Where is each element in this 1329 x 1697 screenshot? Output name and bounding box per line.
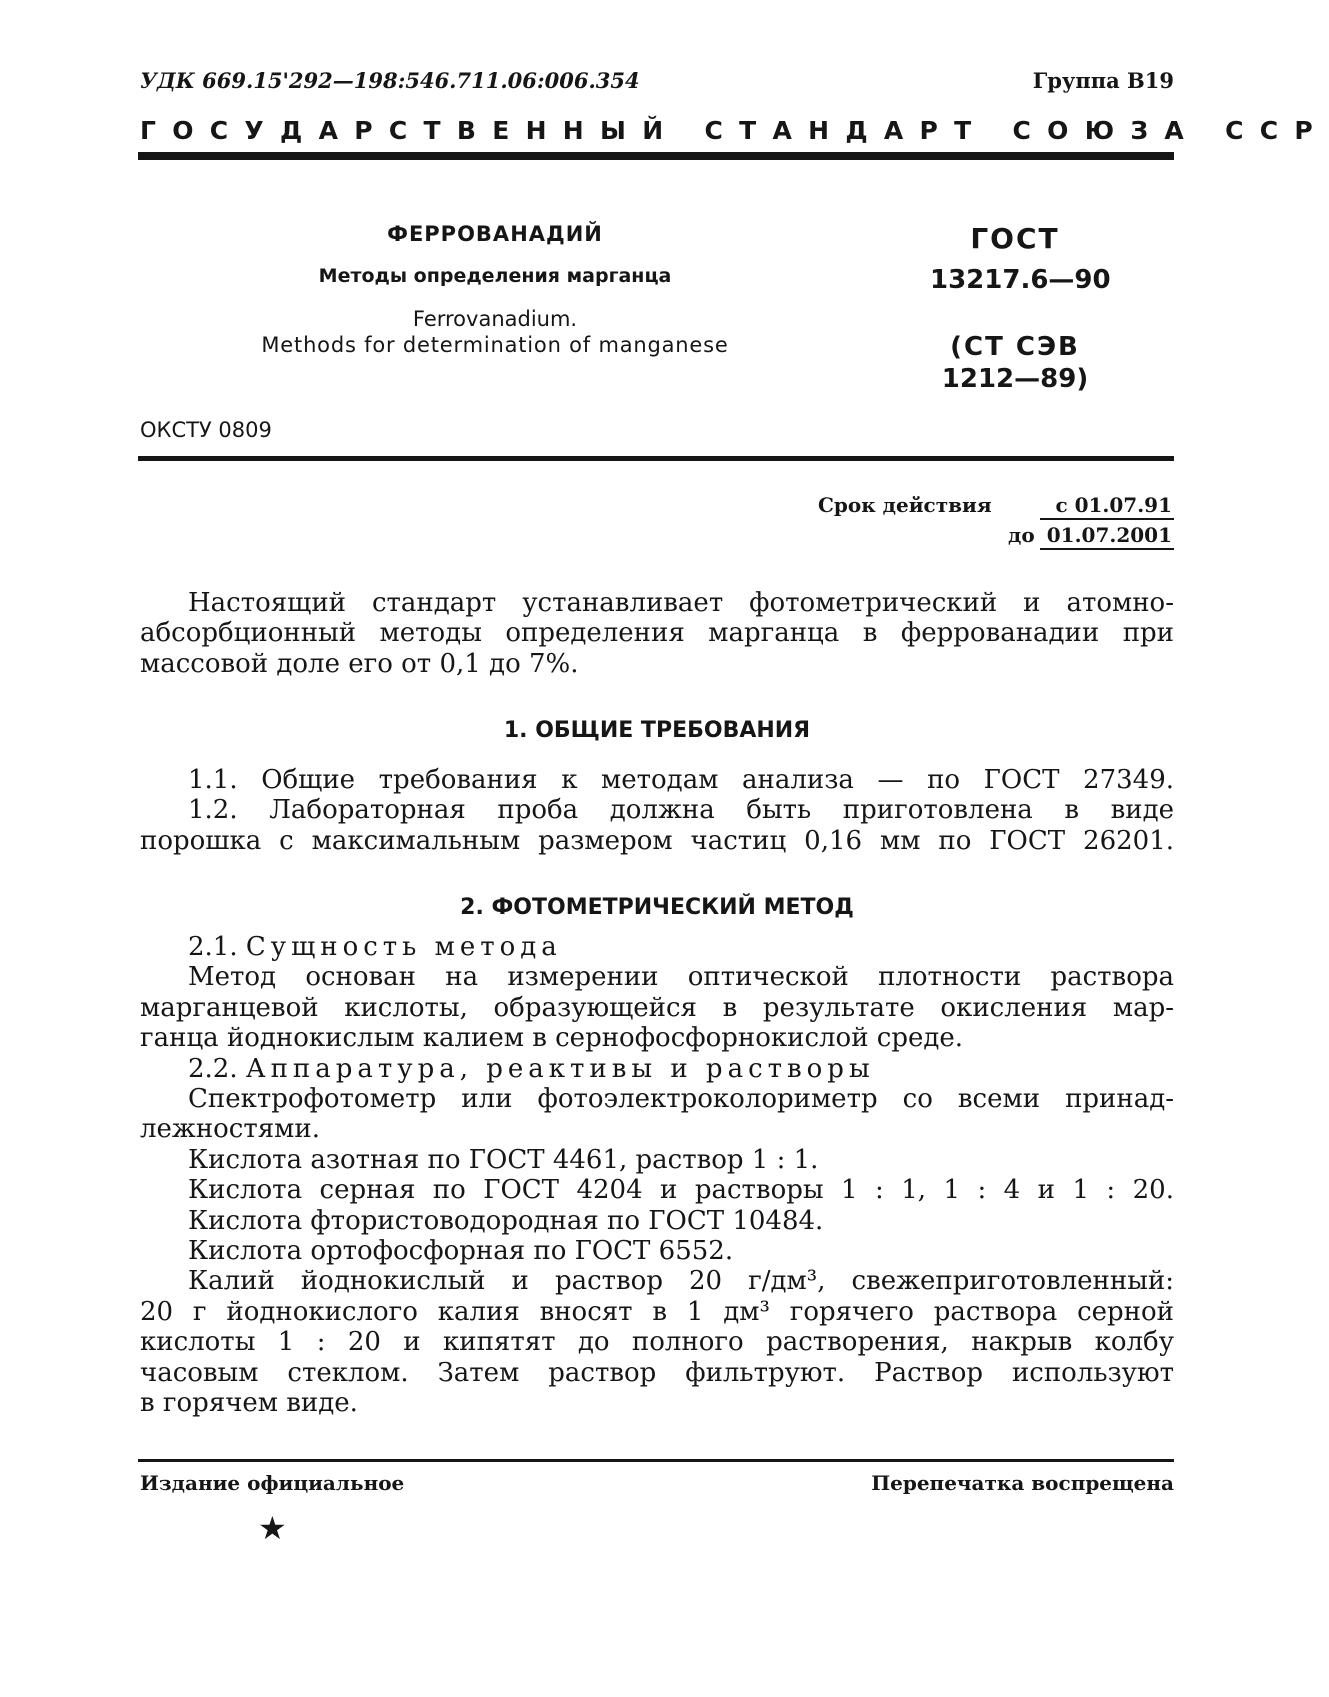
section2-body [140, 932, 1174, 1419]
section2-line: Кислота ортофосфорная по ГОСТ 6552. [188, 1236, 734, 1267]
footer-rule [138, 1459, 1174, 1462]
validity-label: Срок действия [818, 493, 992, 517]
section2-line: ганца йоднокислым калием в сернофосфорнокислой среде. [140, 1023, 964, 1054]
validity-from: с 01.07.91 [1055, 493, 1172, 517]
english-title-line1: Ferrovanadium. [412, 307, 578, 331]
subsection-2-1-heading [140, 932, 1174, 962]
intro-line: массовой доле его от 0,1 до 7%. [140, 648, 579, 679]
section2-line: Кислота азотная по ГОСТ 4461, раствор 1 : 1. [188, 1144, 819, 1175]
intro-line: абсорбционный методы определения марганца в феррованадии при [140, 618, 1174, 649]
official-edition-label: Издание официальное [140, 1471, 405, 1495]
section1-line: 1.1. Общие требования к методам анализа — по ГОСТ 27349. [188, 765, 1174, 795]
section2-line: Кислота серная по ГОСТ 4204 и растворы 1 : 1, 1 : 4 и 1 : 20. [188, 1175, 1174, 1206]
validity-to-prefix: до [1008, 523, 1035, 547]
st-sev-line1: (СТ СЭВ [950, 332, 1080, 362]
gost-number: 13217.6—90 [930, 265, 1111, 295]
document-title: ФЕРРОВАНАДИЙ [387, 222, 603, 246]
st-sev-line2: 1212—89) [941, 364, 1089, 394]
intro-line: Настоящий стандарт устанавливает фотометрический и атомно- [188, 588, 1174, 618]
reprint-prohibited-label: Перепечатка воспрещена [871, 1471, 1174, 1495]
gost-label: ГОСТ [970, 222, 1060, 255]
section1-heading: 1. ОБЩИЕ ТРЕБОВАНИЯ [503, 718, 811, 743]
section1-body [140, 765, 1174, 856]
section2-line: кислоты 1 : 20 и кипятят до полного растворения, накрыв колбу [140, 1327, 1174, 1358]
section1-line: порошка с максимальным размером частиц 0,16 мм по ГОСТ 26201. [140, 825, 1174, 856]
okstu-rule [138, 456, 1174, 461]
okstu-code: ОКСТУ 0809 [140, 418, 272, 442]
subsection-2-2-heading [140, 1054, 1174, 1084]
section2-line: Калий йоднокислый и раствор 20 г/дм³, свежеприготовленный: [188, 1266, 1174, 1297]
subsection-2-2-title: Аппаратура, реактивы и растворы [245, 1053, 875, 1084]
subsection-2-1-title: Сущность метода [245, 932, 562, 962]
section2-heading: 2. ФОТОМЕТРИЧЕСКИЙ МЕТОД [460, 895, 854, 920]
english-title-line2: Methods for determination of manganese [261, 333, 729, 357]
section1-line: 1.2. Лабораторная проба должна быть приготовлена в виде [188, 795, 1174, 826]
section2-line: 20 г йоднокислого калия вносят в 1 дм³ горячего раствора серной [140, 1296, 1174, 1327]
intro-paragraph [140, 588, 1174, 679]
document-subtitle: Методы определения марганца [318, 265, 672, 287]
section2-line: в горячем виде. [140, 1388, 358, 1419]
section2-line: Кислота фтористоводородная по ГОСТ 10484. [188, 1205, 824, 1236]
section2-line: лежностями. [140, 1114, 320, 1145]
validity-to-underline [1040, 548, 1174, 550]
section2-line: Метод основан на измерении оптической плотности раствора [188, 962, 1174, 993]
section2-line: часовым стеклом. Затем раствор фильтруют. Раствор используют [140, 1357, 1174, 1388]
validity-to: 01.07.2001 [1046, 523, 1172, 547]
header-rule-thick [138, 152, 1174, 160]
group-code: Группа В19 [1032, 68, 1174, 93]
subsection-2-2-number: 2.2. [188, 1053, 238, 1084]
state-standard-banner: ГОСУДАРСТВЕННЫЙ СТАНДАРТ СОЮЗА ССР [140, 116, 1329, 145]
validity-from-underline [1040, 518, 1174, 520]
star-icon: ★ [258, 1509, 287, 1547]
subsection-2-1-number: 2.1. [188, 932, 238, 962]
section2-line: марганцевой кислоты, образующейся в результате окисления мар- [140, 992, 1174, 1023]
udk-code: УДК 669.15'292—198:546.711.06:006.354 [140, 68, 640, 93]
section2-line: Спектрофотометр или фотоэлектроколориметр со всеми принад- [188, 1084, 1174, 1115]
